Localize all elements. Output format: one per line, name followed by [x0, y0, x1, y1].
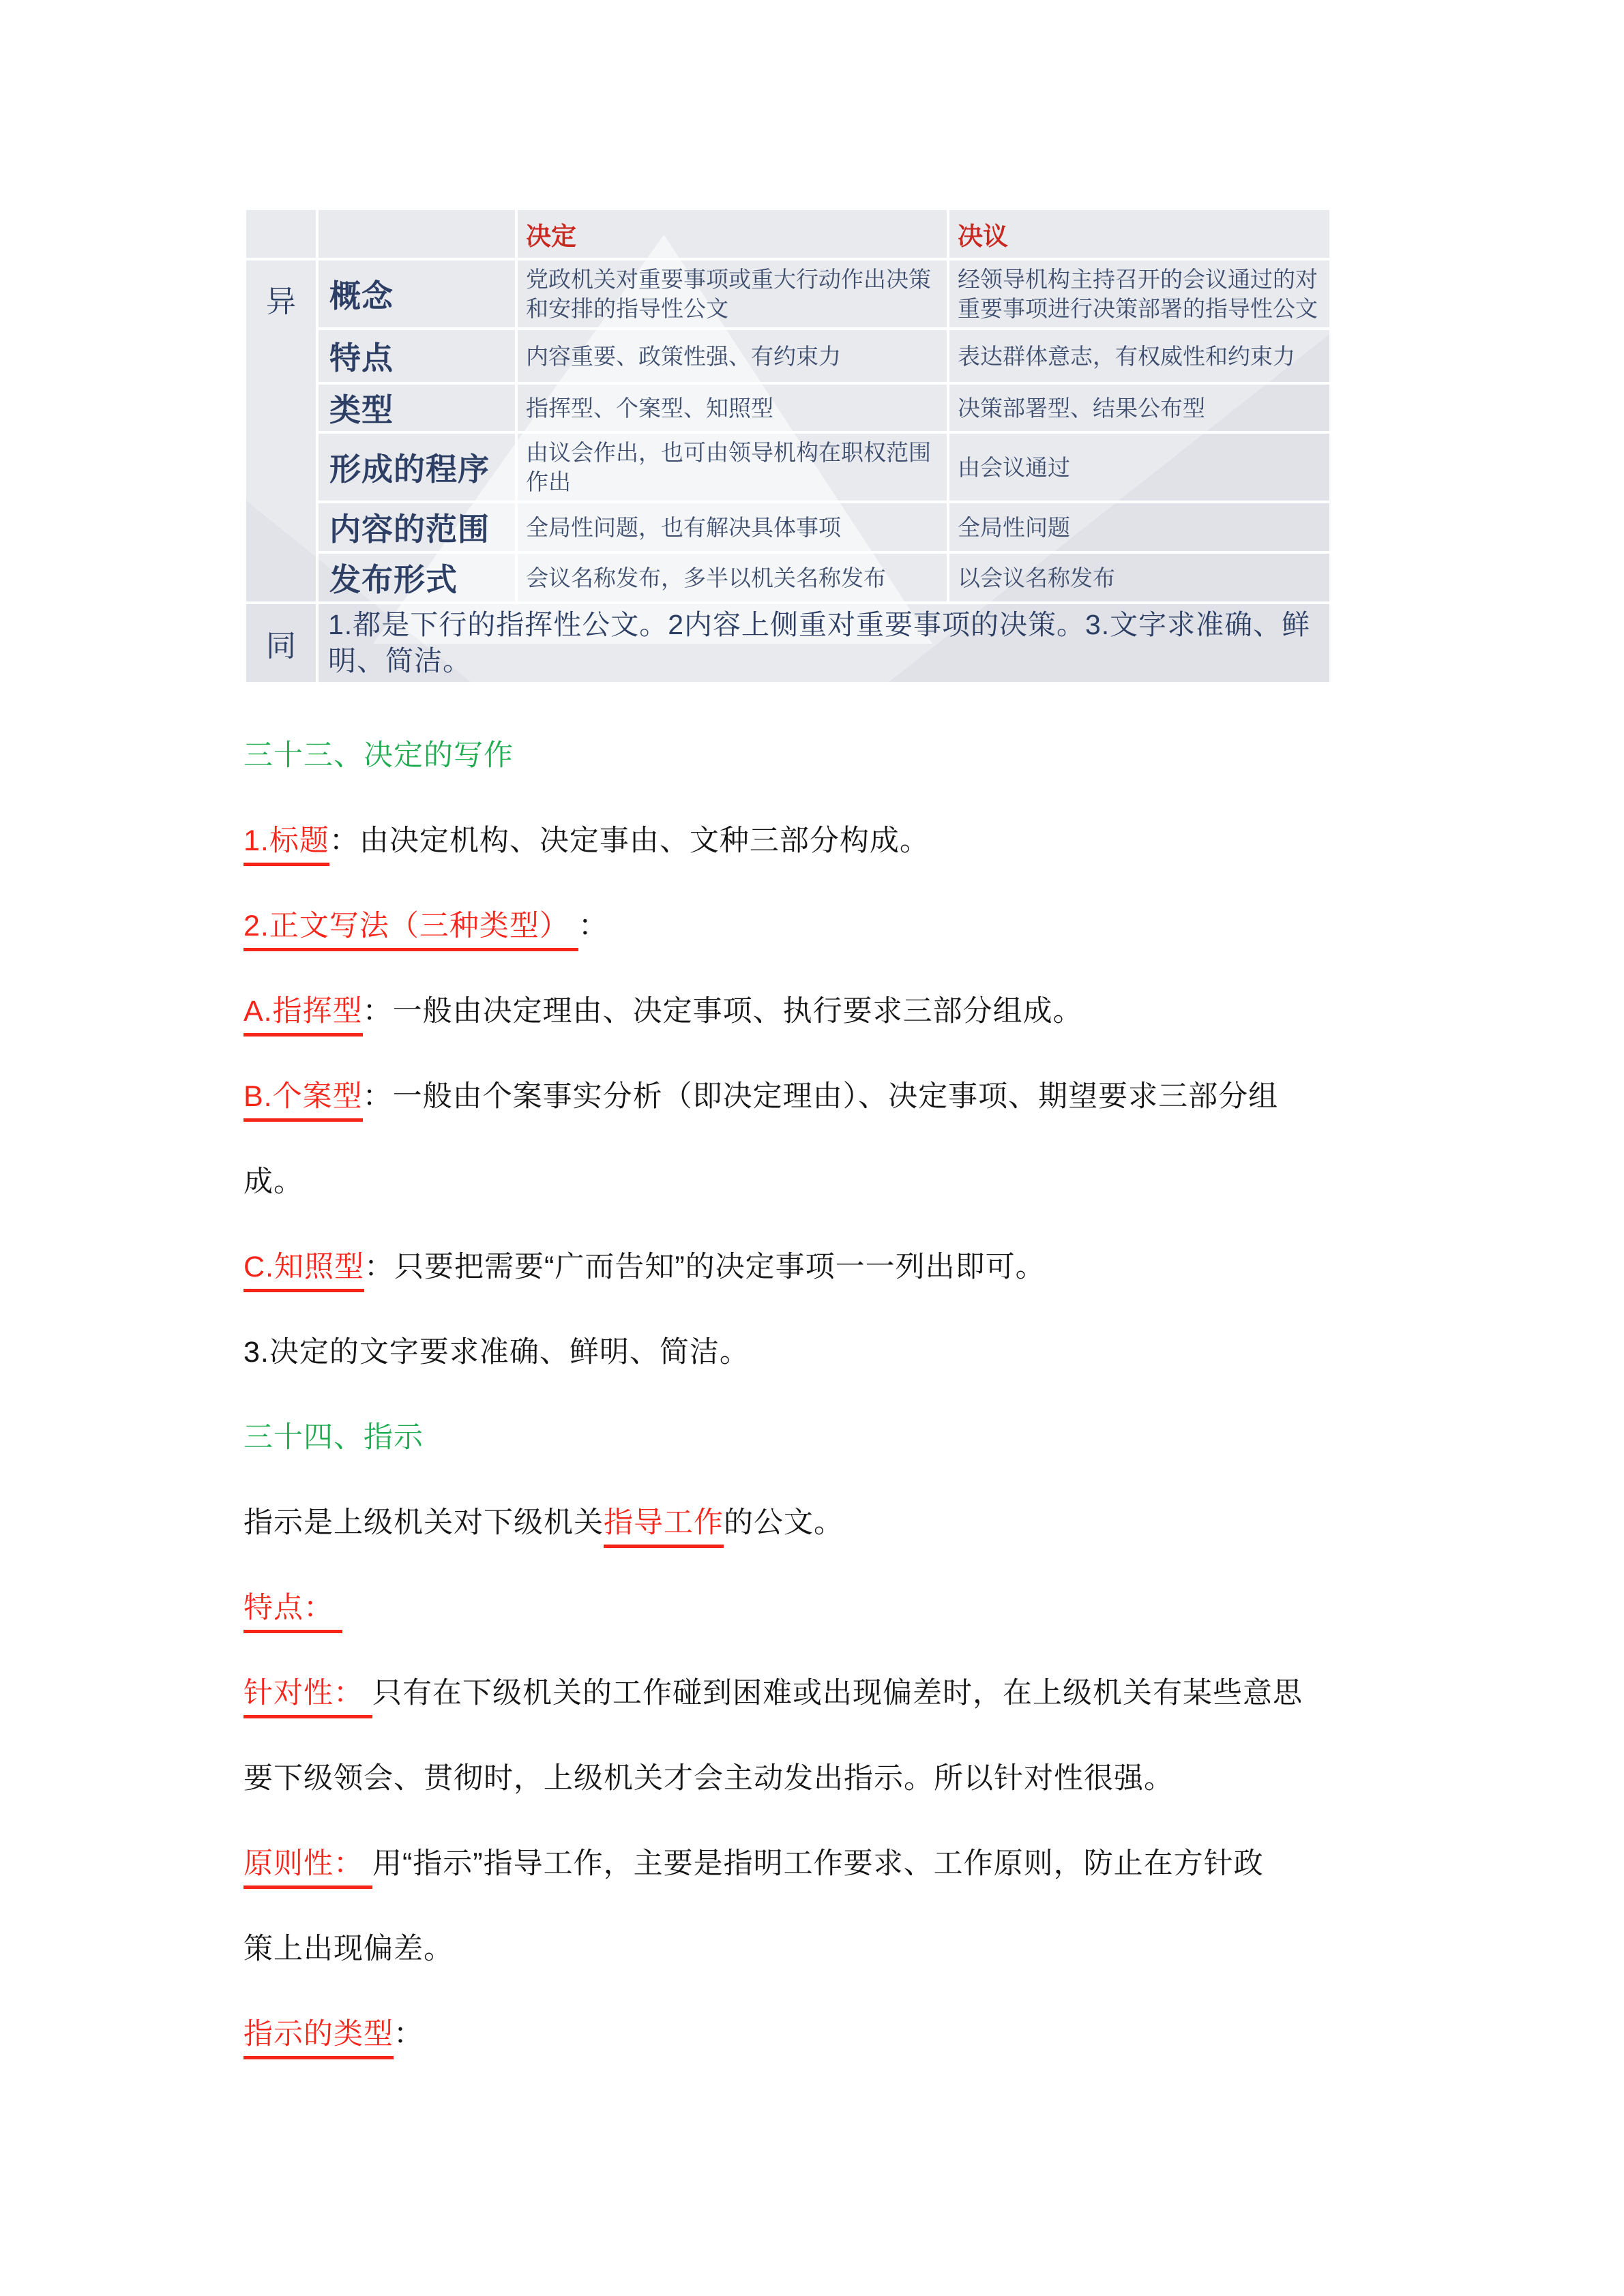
text-line — [243, 1674, 1444, 1759]
red-underlined-text: 1.标题 — [243, 824, 329, 866]
table-header-empty-cell — [317, 209, 516, 259]
same-points-cell: 1.都是下行的指挥性公文。2内容上侧重对重要事项的决策。3.文字求准确、鲜明、简洁。 — [317, 603, 1331, 683]
body-text: 只有在下级机关的工作碰到困难或出现偏差时，在上级机关有某些意思 — [372, 1677, 1303, 1710]
table-row — [245, 552, 1331, 603]
jueding-cell: 会议名称发布，多半以机关名称发布 — [516, 552, 948, 603]
comparison-table-image — [243, 207, 1332, 685]
heading-text: 三十四、指示 — [243, 1421, 424, 1454]
table-row — [245, 383, 1331, 432]
body-text: ：一般由决定理由、决定事项、执行要求三部分组成。 — [362, 995, 1083, 1028]
text-line — [243, 1248, 1444, 1333]
jueding-cell: 指挥型、个案型、知照型 — [516, 383, 948, 432]
jueding-cell: 内容重要、政策性强、有约束力 — [516, 329, 948, 383]
row-group-label-diff: 异 — [245, 259, 317, 603]
section-heading — [243, 1418, 1444, 1504]
section-heading — [243, 736, 1444, 822]
text-line — [243, 1333, 1444, 1418]
text-line — [243, 1163, 1444, 1248]
table-header-empty-cell — [245, 209, 317, 259]
text-line — [243, 1589, 1444, 1674]
column-header-jueding: 决定 — [516, 209, 948, 259]
text-line — [243, 1759, 1444, 1845]
body-text: ：只要把需要“广而告知”的决定事项一一列出即可。 — [364, 1251, 1046, 1283]
table-row-same — [245, 603, 1331, 683]
comparison-table — [243, 207, 1332, 685]
text-line — [243, 1845, 1444, 1930]
row-label-cell: 概念 — [317, 259, 516, 329]
body-text: 要下级领会、贯彻时，上级机关才会主动发出指示。所以针对性很强。 — [243, 1762, 1174, 1795]
text-line — [243, 1077, 1444, 1163]
red-underlined-text: 指导工作 — [604, 1506, 724, 1548]
red-underlined-text: 针对性： — [243, 1677, 372, 1718]
body-text: ：一般由个案事实分析（即决定理由）、决定事项、期望要求三部分组 — [362, 1080, 1279, 1113]
red-underlined-text: C.知照型 — [243, 1251, 364, 1292]
row-label-cell: 类型 — [317, 383, 516, 432]
body-text: ：由决定机构、决定事由、文种三部分构成。 — [329, 824, 930, 857]
jueyi-cell: 以会议名称发布 — [948, 552, 1331, 603]
jueding-cell: 全局性问题，也有解决具体事项 — [516, 502, 948, 552]
jueding-cell: 党政机关对重要事项或重大行动作出决策和安排的指导性公文 — [516, 259, 948, 329]
text-line — [243, 1930, 1444, 2015]
heading-text: 三十三、决定的写作 — [243, 739, 514, 772]
body-text: 3.决定的文字要求准确、鲜明、简洁。 — [243, 1336, 750, 1369]
red-underlined-text: 2.正文写法（三种类型） — [243, 910, 578, 951]
jueyi-cell: 经领导机构主持召开的会议通过的对重要事项进行决策部署的指导性公文 — [948, 259, 1331, 329]
row-label-cell: 内容的范围 — [317, 502, 516, 552]
row-group-label-same: 同 — [245, 603, 317, 683]
red-underlined-text: 原则性： — [243, 1847, 372, 1889]
jueyi-cell: 由会议通过 — [948, 432, 1331, 502]
jueyi-cell: 表达群体意志，有权威性和约束力 — [948, 329, 1331, 383]
body-text: ： — [578, 910, 608, 942]
body-text: 用“指示”指导工作，主要是指明工作要求、工作原则，防止在方针政 — [372, 1847, 1264, 1880]
table-row — [245, 432, 1331, 502]
body-text: 策上出现偏差。 — [243, 1933, 454, 1965]
body-text: 成。 — [243, 1165, 304, 1198]
body-text: 指示是上级机关对下级机关 — [243, 1506, 604, 1539]
red-underlined-text: 指示的类型 — [243, 2018, 394, 2059]
text-line — [243, 992, 1444, 1077]
table-row — [245, 329, 1331, 383]
row-label-cell: 特点 — [317, 329, 516, 383]
document-body — [243, 736, 1444, 2100]
text-line — [243, 2015, 1444, 2100]
jueyi-cell: 决策部署型、结果公布型 — [948, 383, 1331, 432]
jueding-cell: 由议会作出，也可由领导机构在职权范围作出 — [516, 432, 948, 502]
red-underlined-text: A.指挥型 — [243, 995, 363, 1037]
red-underlined-text: 特点： — [243, 1592, 342, 1633]
jueyi-cell: 全局性问题 — [948, 502, 1331, 552]
table-header-row — [245, 209, 1331, 259]
body-text: ： — [394, 2018, 424, 2051]
text-line — [243, 1504, 1444, 1589]
row-label-cell: 形成的程序 — [317, 432, 516, 502]
text-line — [243, 907, 1444, 992]
red-underlined-text: B.个案型 — [243, 1080, 363, 1122]
table-row — [245, 502, 1331, 552]
row-label-cell: 发布形式 — [317, 552, 516, 603]
column-header-jueyi: 决议 — [948, 209, 1331, 259]
text-line — [243, 822, 1444, 907]
table-row — [245, 259, 1331, 329]
body-text: 的公文。 — [724, 1506, 844, 1539]
